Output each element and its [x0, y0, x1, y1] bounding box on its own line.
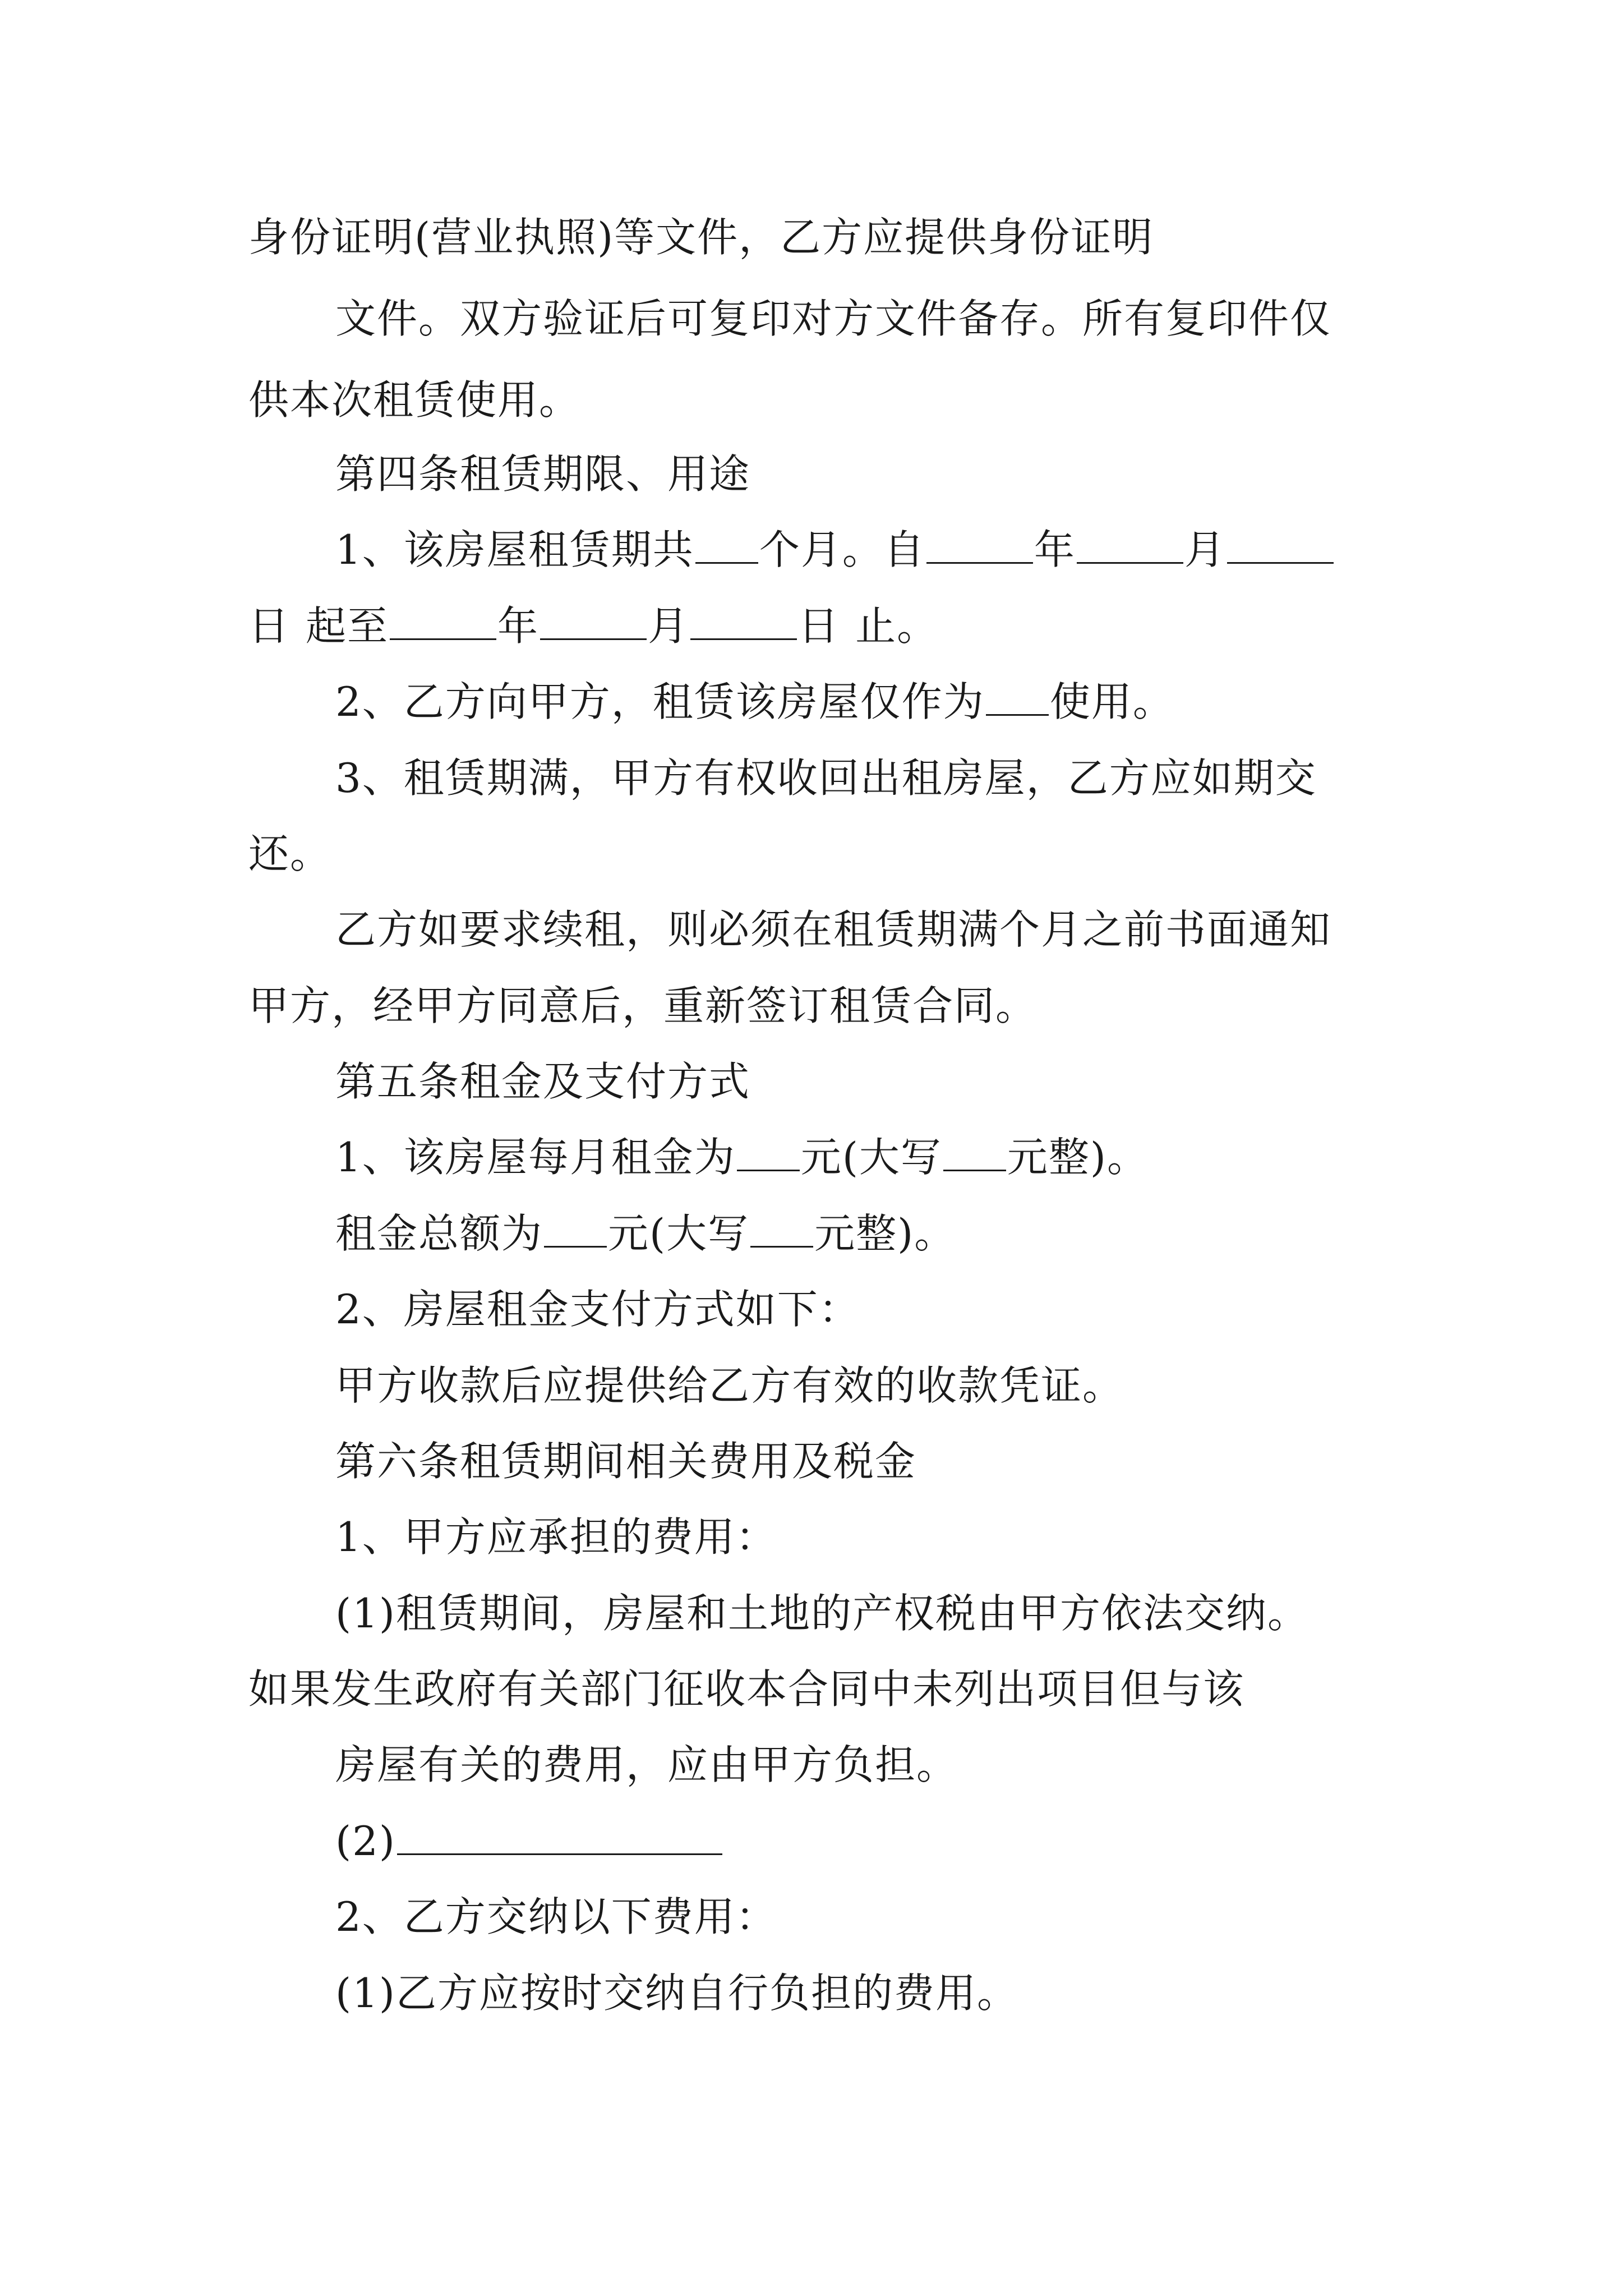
section-heading: 第四条租赁期限、用途 [335, 450, 751, 498]
section-heading: 第六条租赁期间相关费用及税金 [335, 1438, 917, 1485]
text-segment: 止。 [855, 602, 939, 650]
fill-blank [737, 1137, 800, 1171]
text-line [335, 524, 1335, 575]
text-segment: 个月。自 [759, 526, 925, 573]
fill-blank [1227, 530, 1334, 564]
fill-blank [1077, 530, 1183, 564]
fill-blank [750, 1213, 813, 1248]
text-line: 甲方收款后应提供给乙方有效的收款凭证。 [335, 1362, 1124, 1409]
text-line [335, 1816, 723, 1866]
text-segment: 月 [1184, 526, 1226, 573]
text-line: 乙方如要求续租，则必须在租赁期满个月之前书面通知 [335, 906, 1332, 953]
text-segment: 元整)。 [1007, 1134, 1149, 1181]
text-line: 1、甲方应承担的费用： [335, 1513, 777, 1561]
text-segment: 元(大写 [800, 1134, 942, 1181]
text-line: 房屋有关的费用，应由甲方负担。 [335, 1741, 958, 1788]
text-line: 3、租赁期满，甲方有权收回出租房屋，乙方应如期交 [335, 754, 1317, 802]
text-segment: 2、乙方向甲方，租赁该房屋仅作为 [335, 678, 985, 725]
text-line [335, 1208, 956, 1259]
text-segment: 元整)。 [814, 1210, 956, 1257]
fill-blank [926, 530, 1033, 564]
text-segment: 年 [1034, 526, 1076, 573]
text-segment: 元(大写 [608, 1210, 750, 1257]
text-line [335, 1132, 1149, 1182]
text-line: (1)乙方应按时交纳自行负担的费用。 [335, 1970, 1018, 2017]
fill-blank [397, 1821, 722, 1855]
text-segment: 日 [798, 602, 840, 650]
fill-blank [986, 682, 1049, 716]
text-segment: 租金总额为 [335, 1210, 543, 1257]
text-segment: 月 [648, 602, 690, 650]
text-line: 如果发生政府有关部门征收本合同中未列出项目但与该 [248, 1665, 1245, 1713]
fill-blank [540, 606, 647, 640]
text-line: (1)租赁期间，房屋和土地的产权税由甲方依法交纳。 [335, 1590, 1309, 1637]
text-segment: 使用。 [1049, 678, 1174, 725]
text-line: 还。 [248, 830, 332, 877]
text-segment: 1、该房屋每月租金为 [335, 1134, 736, 1181]
text-line: 供本次租赁使用。 [248, 376, 581, 424]
fill-blank [943, 1137, 1006, 1171]
text-segment: 1、该房屋租赁期共 [335, 526, 694, 573]
text-line [248, 601, 938, 651]
text-segment: (2) [335, 1818, 396, 1865]
text-line: 文件。双方验证后可复印对方文件备存。所有复印件仅 [335, 295, 1332, 342]
text-segment: 起至 [306, 602, 389, 650]
fill-blank [390, 606, 496, 640]
text-line: 甲方，经甲方同意后，重新签订租赁合同。 [248, 982, 1038, 1029]
text-segment: 年 [497, 602, 540, 650]
text-line: 2、房屋租金支付方式如下： [335, 1286, 860, 1333]
fill-blank [544, 1213, 607, 1248]
text-line: 2、乙方交纳以下费用： [335, 1893, 777, 1940]
section-heading: 第五条租金及支付方式 [335, 1058, 751, 1105]
text-line [335, 677, 1174, 727]
text-line: 身份证明(营业执照)等文件，乙方应提供身份证明 [248, 214, 1154, 261]
text-segment: 日 [248, 602, 291, 650]
fill-blank [690, 606, 797, 640]
fill-blank [695, 530, 758, 564]
